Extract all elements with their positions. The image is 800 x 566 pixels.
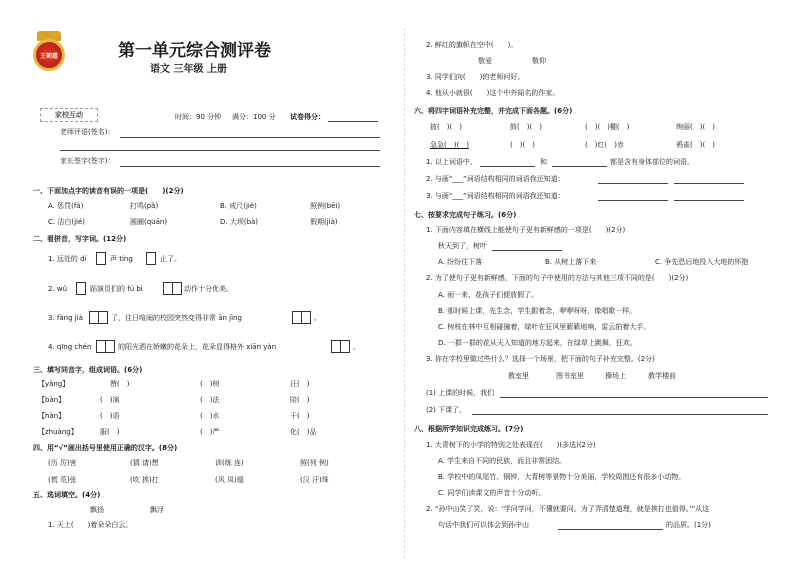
q2-line1-b: 声 tíng (110, 255, 133, 263)
q7-place: 教室里 (508, 372, 529, 380)
pinyin-grid[interactable] (293, 311, 311, 324)
q3-cell: 服( ) (100, 428, 120, 436)
answer-line[interactable] (500, 397, 768, 398)
pinyin-grid[interactable] (332, 340, 350, 353)
q1-option: 照例(bēi) (310, 202, 341, 210)
q2-line2-b: 蹈演员们的 fú bì (90, 285, 143, 293)
pinyin-grid[interactable] (97, 252, 106, 265)
q8-s2c: 的品质。(1分) (666, 521, 711, 529)
q7-place: 操场上 (605, 372, 626, 380)
answer-line[interactable] (558, 529, 663, 530)
parent-sign-label: 家长签字(签字)： (60, 157, 115, 165)
q1-option: C. 洁白(jié) (48, 218, 85, 226)
q5-word: 飘浮 (150, 506, 164, 514)
q7-s1: 1. 下面内容填在横线上能使句子更有新鲜感的一项是( )(2分) (426, 226, 626, 234)
q8-option: A. 学生来自不同的民族，而且非常团结。 (438, 457, 567, 465)
teacher-comment-line[interactable] (120, 137, 380, 138)
q8-s2: 2. “孙中山笑了笑，说：‘学问学问，不懂就要问。为了弄清楚道理，就是挨打也值得。’”从这 (426, 505, 710, 513)
q1-option: A. 惩罚(fá) (48, 202, 84, 210)
q3-cell: ( )演 (100, 396, 120, 404)
q7-s1-option: A. 纷纷往下落 (438, 258, 483, 266)
page-subtitle: 语文 三年级 上册 (150, 64, 227, 75)
q7-s1-option: C. 争先恐后地投入大地的怀抱 (655, 258, 749, 266)
answer-line[interactable] (674, 200, 744, 201)
q2-line4-c: 。 (353, 343, 360, 351)
r-word: 敬仰 (532, 57, 546, 65)
q5-heading: 五、选词填空。(4分) (33, 491, 101, 499)
q8-heading: 八、根据所学知识完成练习。(7分) (414, 425, 524, 433)
q7-s2-option: C. 树枝在林中互相碰撞着，绿叶在狂风里簌簌地响，雷云拍着大手。 (438, 323, 651, 331)
q3-cell: ( )严 (200, 428, 220, 436)
q7-fill-1: (1) 上课的时候，我们 (426, 389, 495, 397)
q2-line4-b: 的阳光洒在娇嫩的花朵上，花朵显得格外 xiān yàn (118, 343, 277, 351)
q7-s2-option: D. 一群一群的花从天人知道的地方起来，在绿草上跳舞，狂欢。 (438, 339, 637, 347)
q3-cell: 汪( ) (290, 380, 310, 388)
q2-line1-a: 1. 远处的 dí (48, 255, 87, 263)
answer-line[interactable] (492, 250, 562, 251)
r-sentence-4: 4. 他从小就很( )这个中外闻名的作家。 (426, 89, 560, 97)
q2-line1-c: 止了。 (160, 255, 181, 263)
q3-key: 【zhuàng】 (38, 428, 78, 436)
q4-choice[interactable]: (历 厉)害 (48, 459, 77, 467)
pinyin-grid[interactable] (77, 282, 86, 295)
q4-choice[interactable]: (汉 汗)珠 (300, 476, 329, 484)
score-label: 试卷得分： (290, 113, 325, 121)
pinyin-grid[interactable] (147, 252, 156, 265)
pinyin-grid[interactable] (164, 282, 182, 295)
q7-s2: 2. 为了使句子更有新鲜感，下面的句子中使用的方法与其他三项不同的是( )(2分) (426, 274, 689, 282)
pinyin-grid[interactable] (90, 311, 108, 324)
q2-heading: 二、看拼音，写字词。(12分) (33, 235, 127, 243)
q6-s3: 3. 与画“___”词语结构相同的词语我还知道： (426, 192, 565, 200)
q2-line2-a: 2. wǔ (48, 285, 68, 293)
q3-cell: 陪( ) (290, 396, 310, 404)
q2-line3-c: 。 (314, 314, 321, 322)
q6-word: 披( )( ) (430, 123, 462, 131)
q7-fill-2: (2) 下课了， (426, 406, 467, 414)
q7-s1-option: B. 从树上落下来 (545, 258, 597, 266)
q3-key: 【yǎng】 (38, 380, 70, 388)
q6-word: 绚丽( )( ) (676, 123, 715, 131)
q2-line3-b: 了，往日喧闹的校园突然变得非常 ān jìng (111, 314, 242, 322)
q8-option: C. 同学们读课文的声音十分动听。 (438, 489, 546, 497)
q3-cell: 干( ) (290, 412, 310, 420)
parent-sign-line[interactable] (120, 166, 380, 167)
q8-s1: 1. 大青树下的小学的特别之处表现在( )(多选)(2分) (426, 441, 596, 449)
q1-option: B. 戒尺(jiè) (220, 202, 257, 210)
q3-cell: ( )法 (200, 396, 220, 404)
q7-s2-option: B. 那时候上课，先生念，学生跟着念，咿咿呀呀，像唱歌一样。 (438, 307, 637, 315)
r-sentence-3: 3. 同学们向( )的老师问好。 (426, 73, 525, 81)
home-school-stamp: 家校互动 (40, 108, 98, 122)
q6-word: ( )( ) (510, 141, 535, 149)
q6-heading: 六、将四字词语补充完整，并完成下面各题。(6分) (414, 107, 573, 115)
q1-option: D. 大坝(bà) (220, 218, 259, 226)
q5-sentence-1: 1. 天上( )着朵朵白云。 (48, 521, 133, 529)
q8-s2b: 句话中我们可以体会到孙中山 (438, 521, 529, 529)
q4-choice[interactable]: (风 凤)凰 (215, 476, 244, 484)
brand-logo-badge: 王朝霞 (33, 39, 65, 71)
q2-line4-a: 4. qīng chén (48, 343, 92, 351)
q7-s2-option: A. 雨一来，花孩子们便放假了。 (438, 291, 539, 299)
q7-s3: 3. 你在学校里做过些什么？选择一个场景，把下面的句子补充完整。(2分) (426, 355, 655, 363)
q2-line2-c: 动作十分优美。 (184, 285, 233, 293)
q3-cell: ( )水 (200, 412, 220, 420)
q4-choice[interactable]: (慌 荒)张 (48, 476, 77, 484)
q6-s2: 2. 与画“___”词语结构相同的词语我还知道： (426, 175, 565, 183)
answer-line[interactable] (480, 166, 535, 167)
r-sentence-2: 2. 鲜红的旗帜在空中( )。 (426, 41, 518, 49)
answer-line[interactable] (552, 166, 607, 167)
q7-place: 教学楼前 (648, 372, 676, 380)
q6-s1a: 1. 以上词语中， (426, 158, 477, 166)
q2-line3-a: 3. fàng jià (48, 314, 83, 322)
q4-choice[interactable]: (猜 请)想 (130, 459, 159, 467)
q6-word: ( )红( )赤 (585, 141, 624, 149)
q1-option: 打鸣(pǎ) (130, 202, 159, 210)
q7-heading: 七、按要求完成句子练习。(6分) (414, 211, 517, 219)
q3-cell: 赞( ) (110, 380, 130, 388)
q3-key: 【hàn】 (38, 412, 66, 420)
q4-choice[interactable]: 训(练 连) (215, 459, 244, 467)
q7-place: 图书室里 (556, 372, 584, 380)
q5-word: 飘扬 (90, 506, 104, 514)
q3-cell: 化( )品 (290, 428, 317, 436)
q4-choice[interactable]: (吹 挨)打 (130, 476, 159, 484)
q3-heading: 三、填写同音字，组成词语。(6分) (33, 366, 143, 374)
teacher-comment-line-2[interactable] (60, 150, 380, 151)
q6-word: ( )( )棚( ) (585, 123, 630, 131)
r-word: 敬爱 (478, 57, 492, 65)
answer-line[interactable] (674, 183, 744, 184)
full-score-label: 满分：100 分 (232, 113, 276, 121)
q6-word-underlined: 急急( )( ) (430, 141, 469, 149)
answer-line[interactable] (598, 200, 668, 201)
answer-line[interactable] (472, 414, 768, 415)
q6-s1c: 都是含有身体部位的词语。 (610, 158, 694, 166)
q6-word: 鸦雀( )( ) (676, 141, 715, 149)
q3-cell: ( )树 (200, 380, 220, 388)
column-divider (404, 28, 405, 558)
page-title: 第一单元综合测评卷 (118, 41, 271, 61)
q3-cell: ( )语 (100, 412, 120, 420)
q7-s1-text: 秋天到了，树叶 (438, 242, 487, 250)
pinyin-grid[interactable] (97, 340, 115, 353)
q4-choice[interactable]: 照(列 例) (300, 459, 329, 467)
teacher-comment-label: 老师评语(签名)： (60, 128, 115, 136)
q8-option: B. 学校中的凤尾竹、铜钟，大青树等景物十分美丽，学校周围还有很多小动物。 (438, 473, 686, 481)
q6-s1b: 和 (540, 158, 547, 166)
time-label: 时间：90 分钟 (175, 113, 222, 121)
q3-key: 【bàn】 (38, 396, 66, 404)
answer-line[interactable] (598, 183, 668, 184)
q1-heading: 一、下面加点字的读音有误的一项是( )(2分) (33, 187, 184, 195)
q6-word: 鼓( )( ) (510, 123, 542, 131)
score-blank[interactable] (328, 121, 378, 122)
q4-heading: 四、用“√”画出括号里使用正确的汉字。(8分) (33, 444, 178, 452)
q1-option: 圆圈(quān) (130, 218, 168, 226)
q1-option: 假期(jià) (310, 218, 338, 226)
